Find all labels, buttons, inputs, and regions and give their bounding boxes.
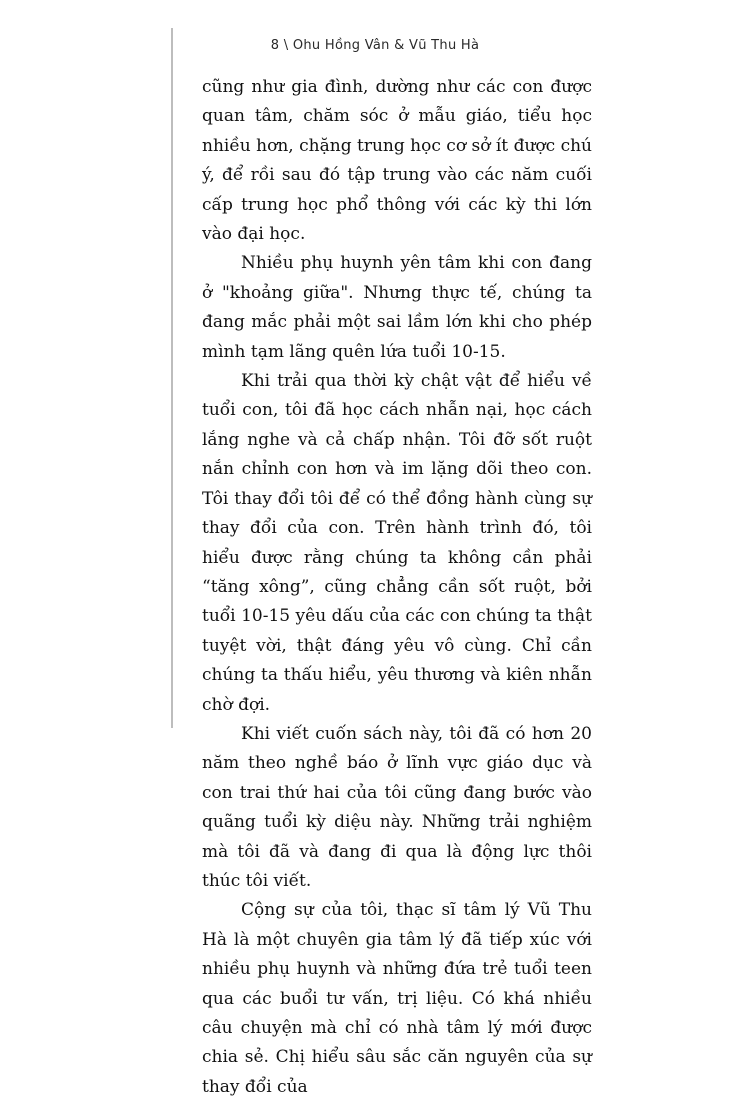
paragraph: Cộng sự của tôi, thạc sĩ tâm lý Vũ Thu Hà là một chuyên gia tâm lý đã tiếp xúc với nhiều phụ huynh và những đứa trẻ tuổi teen qua các buổi tư vấn, trị liệu. Có khá nhiều câu chuyện mà chỉ có nhà tâm lý mới được chia sẻ. Chị hiểu sâu sắc căn nguyên của sự thay đổi của [202,900,592,1097]
paragraph: Nhiều phụ huynh yên tâm khi con đang ở "khoảng giữa". Nhưng thực tế, chúng ta đang mắc phải một sai lầm lớn khi cho phép mình tạm lãng quên lứa tuổi 10-15. [202,253,592,362]
paragraph-continuation: cũng như gia đình, dường như các con được quan tâm, chăm sóc ở mẫu giáo, tiểu học nhiều hơn, chặng trung học cơ sở ít được chú ý, để rồi sau đó tập trung vào các năm cuối cấp trung học phổ thông với các kỳ thi lớn vào đại học. [202,77,592,245]
page-binding-edge [171,28,173,728]
paragraph: Khi trải qua thời kỳ chật vật để hiểu về tuổi con, tôi đã học cách nhẫn nại, học cách lắng nghe và cả chấp nhận. Tôi đỡ sốt ruột nắn chỉnh con hơn và im lặng dõi theo con. Tôi thay đổi tôi để có thể đồng hành cùng sự thay đổi của con. Trên hành trình đó, tôi hiểu được rằng chúng ta không cần phải “tăng xông”, cũng chẳng cần sốt ruột, bởi tuổi 10-15 yêu dấu của các con chúng ta thật tuyệt vời, thật đáng yêu vô cùng. Chỉ cần chúng ta thấu hiểu, yêu thương và kiên nhẫn chờ đợi. [202,371,592,715]
body-text [202,73,592,1102]
running-header: 8 \ Ohu Hồng Vân & Vũ Thu Hà [270,38,480,53]
paragraph: Khi viết cuốn sách này, tôi đã có hơn 20 năm theo nghề báo ở lĩnh vực giáo dục và con trai thứ hai của tôi cũng đang bước vào quãng tuổi kỳ diệu này. Những trải nghiệm mà tôi đã và đang đi qua là động lực thôi thúc tôi viết. [202,723,592,891]
